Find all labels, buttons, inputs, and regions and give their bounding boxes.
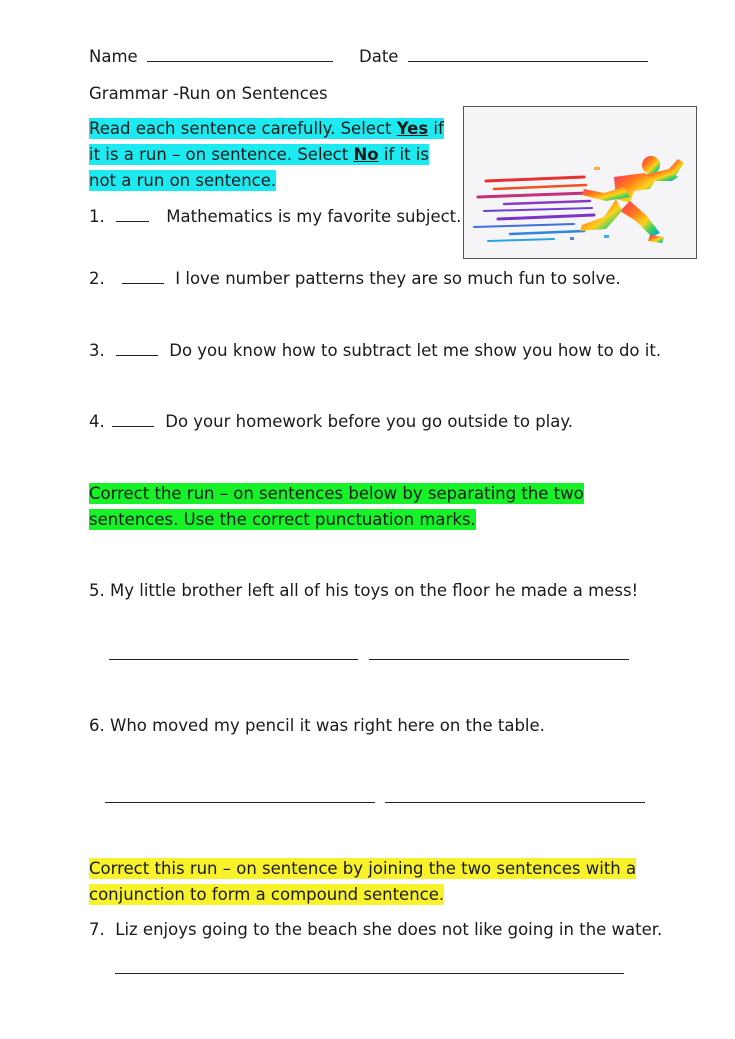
no-keyword: No bbox=[353, 145, 379, 164]
question-2: 2. I love number patterns they are so much fun to solve. bbox=[89, 269, 621, 288]
name-label: Name bbox=[89, 47, 138, 66]
question-1: 1. Mathematics is my favorite subject. bbox=[89, 207, 462, 226]
running-figure-image bbox=[463, 106, 697, 259]
date-label: Date bbox=[359, 47, 399, 66]
answer-line-5a[interactable] bbox=[109, 659, 358, 660]
instructions-yes-no: Read each sentence carefully. Select Yes if it is a run – on sentence. Select No if it is not a run on sentence. bbox=[89, 119, 444, 190]
answer-line-7[interactable] bbox=[115, 973, 624, 974]
date-field[interactable] bbox=[408, 47, 648, 62]
question-6: 6. Who moved my pencil it was right here on the table. bbox=[89, 716, 545, 735]
answer-line-5b[interactable] bbox=[369, 659, 629, 660]
instructions-conjunction: Correct this run – on sentence by joining the two sentences with a conjunction to form a compound sentence. bbox=[89, 859, 637, 904]
answer-blank-3[interactable] bbox=[116, 341, 158, 356]
answer-line-6b[interactable] bbox=[385, 802, 645, 803]
date-row bbox=[359, 44, 648, 70]
answer-blank-2[interactable] bbox=[122, 269, 164, 284]
question-7: 7. Liz enjoys going to the beach she does not like going in the water. bbox=[89, 920, 663, 939]
question-5: 5. My little brother left all of his toys on the floor he made a mess! bbox=[89, 581, 639, 600]
instructions-separate: Correct the run – on sentences below by separating the two sentences. Use the correct punctuation marks. bbox=[89, 484, 584, 529]
answer-blank-1[interactable] bbox=[116, 207, 149, 222]
name-field[interactable] bbox=[147, 47, 333, 62]
yes-keyword: Yes bbox=[396, 119, 429, 138]
question-4: 4. Do your homework before you go outside to play. bbox=[89, 412, 574, 431]
running-figure-icon bbox=[464, 107, 695, 257]
question-3: 3. Do you know how to subtract let me show you how to do it. bbox=[89, 341, 662, 360]
name-row bbox=[89, 44, 333, 70]
answer-blank-4[interactable] bbox=[112, 412, 154, 427]
worksheet-title: Grammar -Run on Sentences bbox=[89, 84, 328, 103]
answer-line-6a[interactable] bbox=[105, 802, 375, 803]
